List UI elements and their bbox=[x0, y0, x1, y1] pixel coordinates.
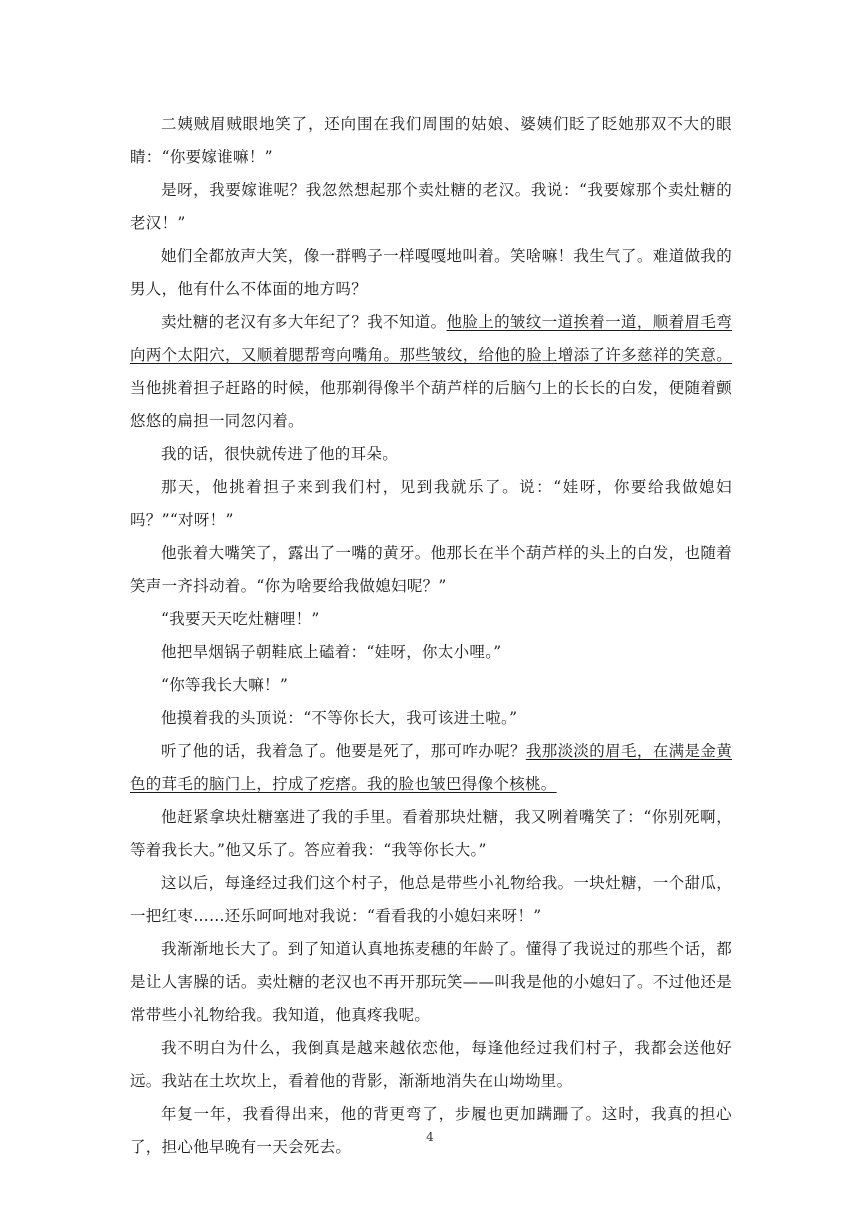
paragraph-15: 我渐渐地长大了。到了知道认真地拣麦穗的年龄了。懂得了我说过的那些个话，都是让人害臊的话。卖灶糖的老汉也不再开那玩笑——叫我是他的小媳妇了。不过他还是常带些小礼物给我。我知道，他真疼我呢。 bbox=[130, 940, 732, 1024]
paragraph-9: 他把旱烟锅子朝鞋底上磕着：“娃呀，你太小哩。” bbox=[161, 643, 502, 661]
underlined-passage-1: 他脸上的皱纹一道挨着一道，顺着眉毛弯向两个太阳穴，又顺着腮帮弯向嘴角。那些皱纹，给他的脸上增添了许多慈祥的笑意。 bbox=[130, 313, 732, 364]
paragraph-16: 我不明白为什么，我倒真是越来越依恋他，每逢他经过我们村子，我都会送他好远。我站在土坎坎上，看着他的背影，渐渐地消失在山坳坳里。 bbox=[130, 1039, 732, 1090]
body-text bbox=[130, 108, 732, 1164]
paragraph-11: 他摸着我的头顶说：“不等你长大，我可该进土啦。” bbox=[161, 709, 518, 727]
paragraph-8: “我要天天吃灶糖哩！” bbox=[161, 610, 320, 628]
paragraph-2: 是呀，我要嫁谁呢？我忽然想起那个卖灶糖的老汉。我说：“我要嫁那个卖灶糖的老汉！” bbox=[130, 181, 732, 232]
paragraph-1: 二姨贼眉贼眼地笑了，还向围在我们周围的姑娘、婆姨们眨了眨她那双不大的眼睛：“你要嫁谁嘛！” bbox=[130, 115, 732, 166]
page-number: 4 bbox=[426, 1130, 434, 1144]
paragraph-14: 这以后，每逢经过我们这个村子，他总是带些小礼物给我。一块灶糖，一个甜瓜，一把红枣……还乐呵呵地对我说：“看看我的小媳妇来呀！” bbox=[130, 874, 732, 925]
paragraph-7: 他张着大嘴笑了，露出了一嘴的黄牙。他那长在半个葫芦样的头上的白发，也随着笑声一齐抖动着。“你为啥要给我做媳妇呢？” bbox=[130, 544, 732, 595]
paragraph-13: 他赶紧拿块灶糖塞进了我的手里。看着那块灶糖，我又咧着嘴笑了：“你别死啊，等着我长大。”他又乐了。答应着我：“我等你长大。” bbox=[130, 808, 732, 859]
paragraph-5: 我的话，很快就传进了他的耳朵。 bbox=[161, 445, 399, 463]
paragraph-4: 卖灶糖的老汉有多大年纪了？我不知道。他脸上的皱纹一道挨着一道，顺着眉毛弯向两个太阳穴，又顺着腮帮弯向嘴角。那些皱纹，给他的脸上增添了许多慈祥的笑意。当他挑着担子赶路的时候，他那剃得像半个葫芦样的后脑勺上的长长的白发，便随着颤悠悠的扁担一同忽闪着。 bbox=[130, 313, 732, 430]
paragraph-10: “你等我长大嘛！” bbox=[161, 676, 289, 694]
paragraph-3: 她们全都放声大笑，像一群鸭子一样嘎嘎地叫着。笑啥嘛！我生气了。难道做我的男人，他有什么不体面的地方吗？ bbox=[130, 247, 732, 298]
paragraph-12: 听了他的话，我着急了。他要是死了，那可咋办呢？我那淡淡的眉毛，在满是金黄色的茸毛的脑门上，拧成了疙瘩。我的脸也皱巴得像个核桃。 bbox=[130, 742, 732, 793]
paragraph-17: 年复一年，我看得出来，他的背更弯了，步履也更加蹒跚了。这时，我真的担心了，担心他早晚有一天会死去。 bbox=[130, 1105, 732, 1156]
underlined-passage-2: 我那淡淡的眉毛，在满是金黄色的茸毛的脑门上，拧成了疙瘩。我的脸也皱巴得像个核桃。 bbox=[130, 742, 732, 793]
paragraph-6: 那天，他挑着担子来到我们村，见到我就乐了。说：“娃呀，你要给我做媳妇吗？”“对呀！” bbox=[130, 478, 732, 529]
